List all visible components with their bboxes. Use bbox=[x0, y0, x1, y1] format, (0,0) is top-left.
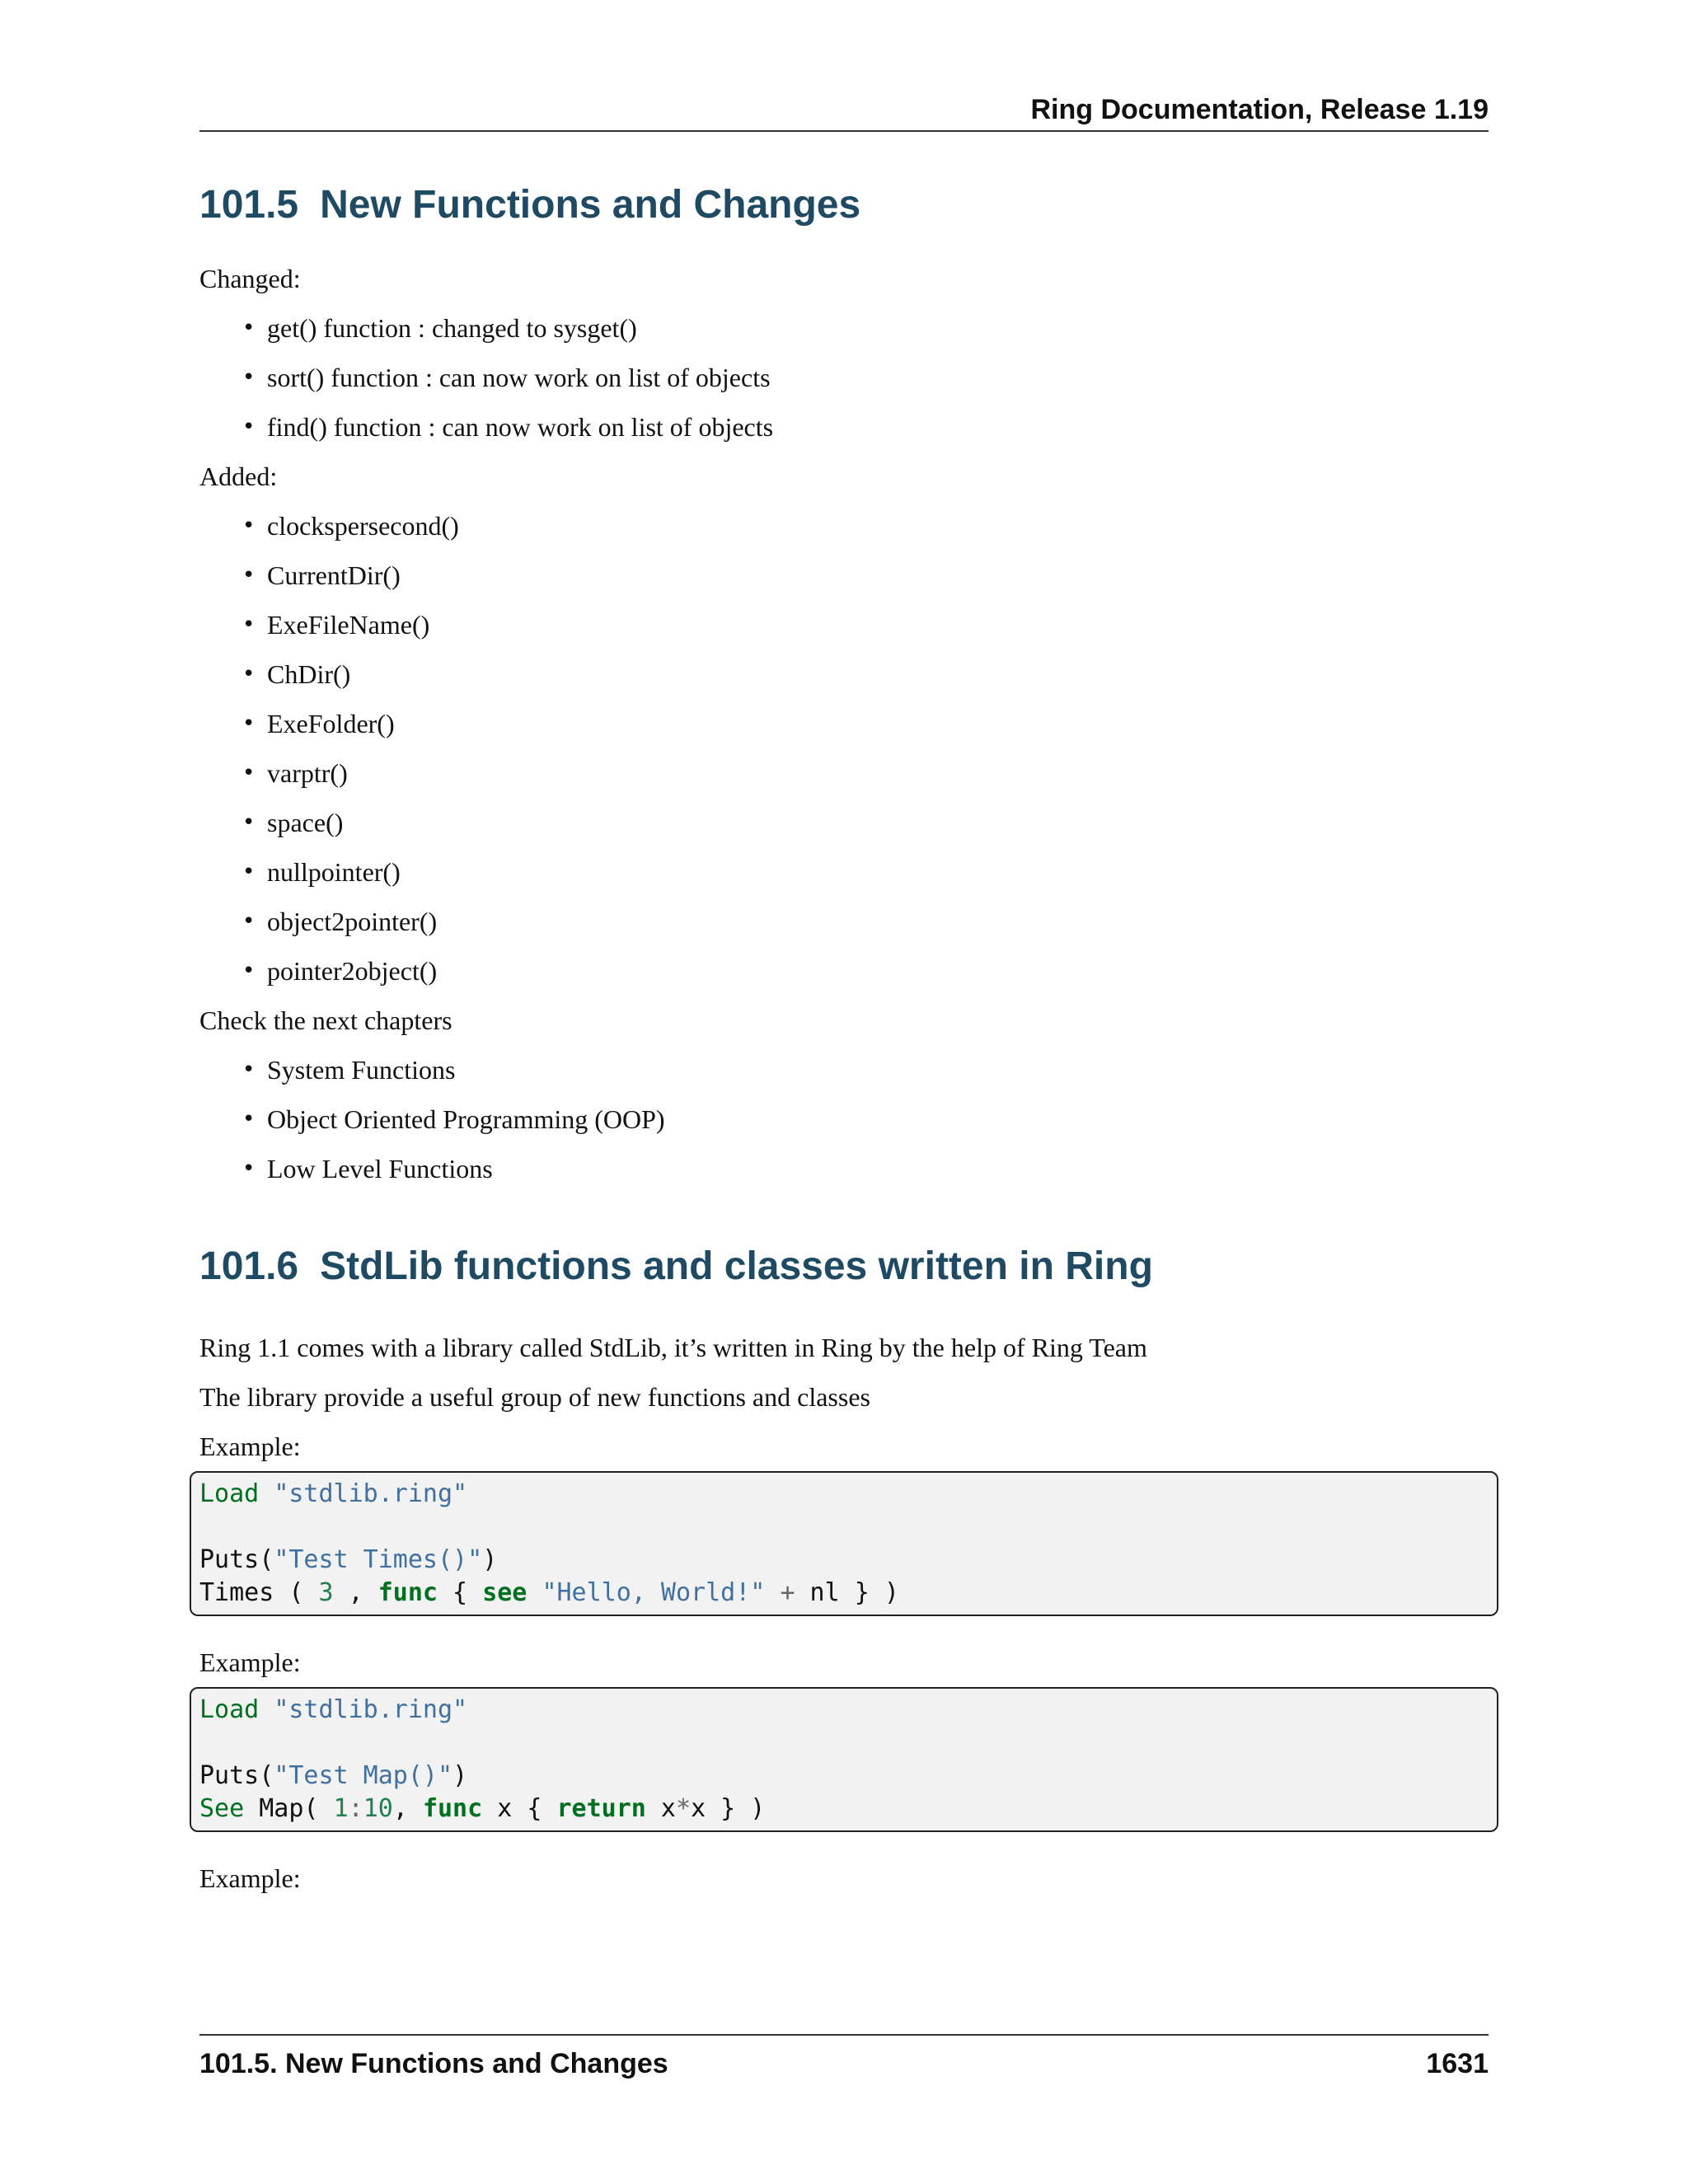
code-string: "stdlib.ring" bbox=[274, 1479, 468, 1509]
page-content bbox=[199, 181, 1489, 1903]
code-string: "stdlib.ring" bbox=[274, 1695, 468, 1725]
list-item: • object2pointer() bbox=[242, 897, 1489, 946]
code-keyword: func bbox=[377, 1578, 438, 1608]
code-operator: * bbox=[676, 1794, 692, 1824]
code-keyword: return bbox=[556, 1794, 646, 1824]
code-block-map bbox=[190, 1687, 1498, 1832]
added-label: Added: bbox=[199, 461, 278, 491]
example-label: Example: bbox=[199, 1863, 301, 1894]
section-number: 101.5 bbox=[199, 183, 299, 227]
code-text: , bbox=[333, 1578, 378, 1608]
running-footer bbox=[199, 2034, 1489, 2082]
list-item: • ExeFolder() bbox=[242, 699, 1489, 748]
list-item: • nullpointer() bbox=[242, 847, 1489, 897]
section-title: New Functions and Changes bbox=[320, 183, 861, 227]
check-chapters-list bbox=[199, 1045, 1489, 1193]
list-item: • ExeFileName() bbox=[242, 600, 1489, 649]
list-item: • get() function : changed to sysget() bbox=[242, 303, 1489, 353]
code-number: 1 bbox=[333, 1794, 349, 1824]
code-text: , bbox=[392, 1794, 423, 1824]
code-number: 3 bbox=[318, 1578, 334, 1608]
list-item: • varptr() bbox=[242, 748, 1489, 798]
section-heading-101-5 bbox=[199, 181, 1489, 229]
code-text: Times ( bbox=[199, 1578, 319, 1608]
code-string: "Test Times()" bbox=[274, 1545, 483, 1575]
list-item: • CurrentDir() bbox=[242, 551, 1489, 600]
code-string: "Hello, World!" bbox=[542, 1578, 766, 1608]
code-text: ) bbox=[452, 1761, 468, 1791]
code-text: x { bbox=[482, 1794, 557, 1824]
list-item: • Low Level Functions bbox=[242, 1144, 1489, 1193]
list-item: • find() function : can now work on list of objects bbox=[242, 402, 1489, 452]
list-item: • System Functions bbox=[242, 1045, 1489, 1094]
code-text: ) bbox=[482, 1545, 498, 1575]
list-item: • pointer2object() bbox=[242, 946, 1489, 996]
changed-list bbox=[199, 303, 1489, 452]
code-keyword: see bbox=[482, 1578, 528, 1608]
changed-label: Changed: bbox=[199, 263, 301, 293]
section-heading-101-6 bbox=[199, 1243, 1489, 1291]
code-text: x bbox=[645, 1794, 676, 1824]
code-text bbox=[765, 1578, 780, 1607]
paragraph: The library provide a useful group of new functions and classes bbox=[199, 1382, 870, 1413]
running-header bbox=[199, 91, 1489, 132]
code-keyword: func bbox=[422, 1794, 483, 1824]
code-text: nl } ) bbox=[795, 1578, 899, 1608]
list-item: • sort() function : can now work on list of objects bbox=[242, 353, 1489, 402]
list-item: • clockspersecond() bbox=[242, 501, 1489, 551]
list-item: • ChDir() bbox=[242, 649, 1489, 699]
code-keyword: Load bbox=[199, 1479, 260, 1509]
code-number: 10 bbox=[363, 1794, 393, 1824]
code-text: x } ) bbox=[691, 1794, 766, 1824]
code-operator: + bbox=[780, 1578, 795, 1608]
list-item: • space() bbox=[242, 798, 1489, 847]
code-keyword: Load bbox=[199, 1695, 260, 1725]
paragraph: Ring 1.1 comes with a library called StdLib, it’s written in Ring by the help of Ring Team bbox=[199, 1333, 1147, 1363]
code-block-times bbox=[190, 1471, 1498, 1616]
check-chapters-label: Check the next chapters bbox=[199, 1005, 452, 1035]
code-text: Puts( bbox=[199, 1545, 274, 1575]
section-number: 101.6 bbox=[199, 1244, 299, 1288]
page-number: 1631 bbox=[1426, 2048, 1489, 2079]
code-text: { bbox=[438, 1578, 483, 1608]
list-item: • Object Oriented Programming (OOP) bbox=[242, 1094, 1489, 1144]
example-label: Example: bbox=[199, 1432, 301, 1462]
code-text: Puts( bbox=[199, 1761, 274, 1791]
example-label: Example: bbox=[199, 1647, 301, 1678]
section-title: StdLib functions and classes written in Ring bbox=[320, 1244, 1153, 1288]
added-list bbox=[199, 501, 1489, 996]
code-text: Map( bbox=[244, 1794, 334, 1824]
code-operator: : bbox=[348, 1794, 363, 1824]
code-keyword: See bbox=[199, 1794, 245, 1824]
code-text bbox=[527, 1578, 542, 1607]
code-string: "Test Map()" bbox=[274, 1761, 453, 1791]
header-title: Ring Documentation, Release 1.19 bbox=[1030, 94, 1489, 125]
footer-section-title: 101.5. New Functions and Changes bbox=[199, 2048, 668, 2079]
